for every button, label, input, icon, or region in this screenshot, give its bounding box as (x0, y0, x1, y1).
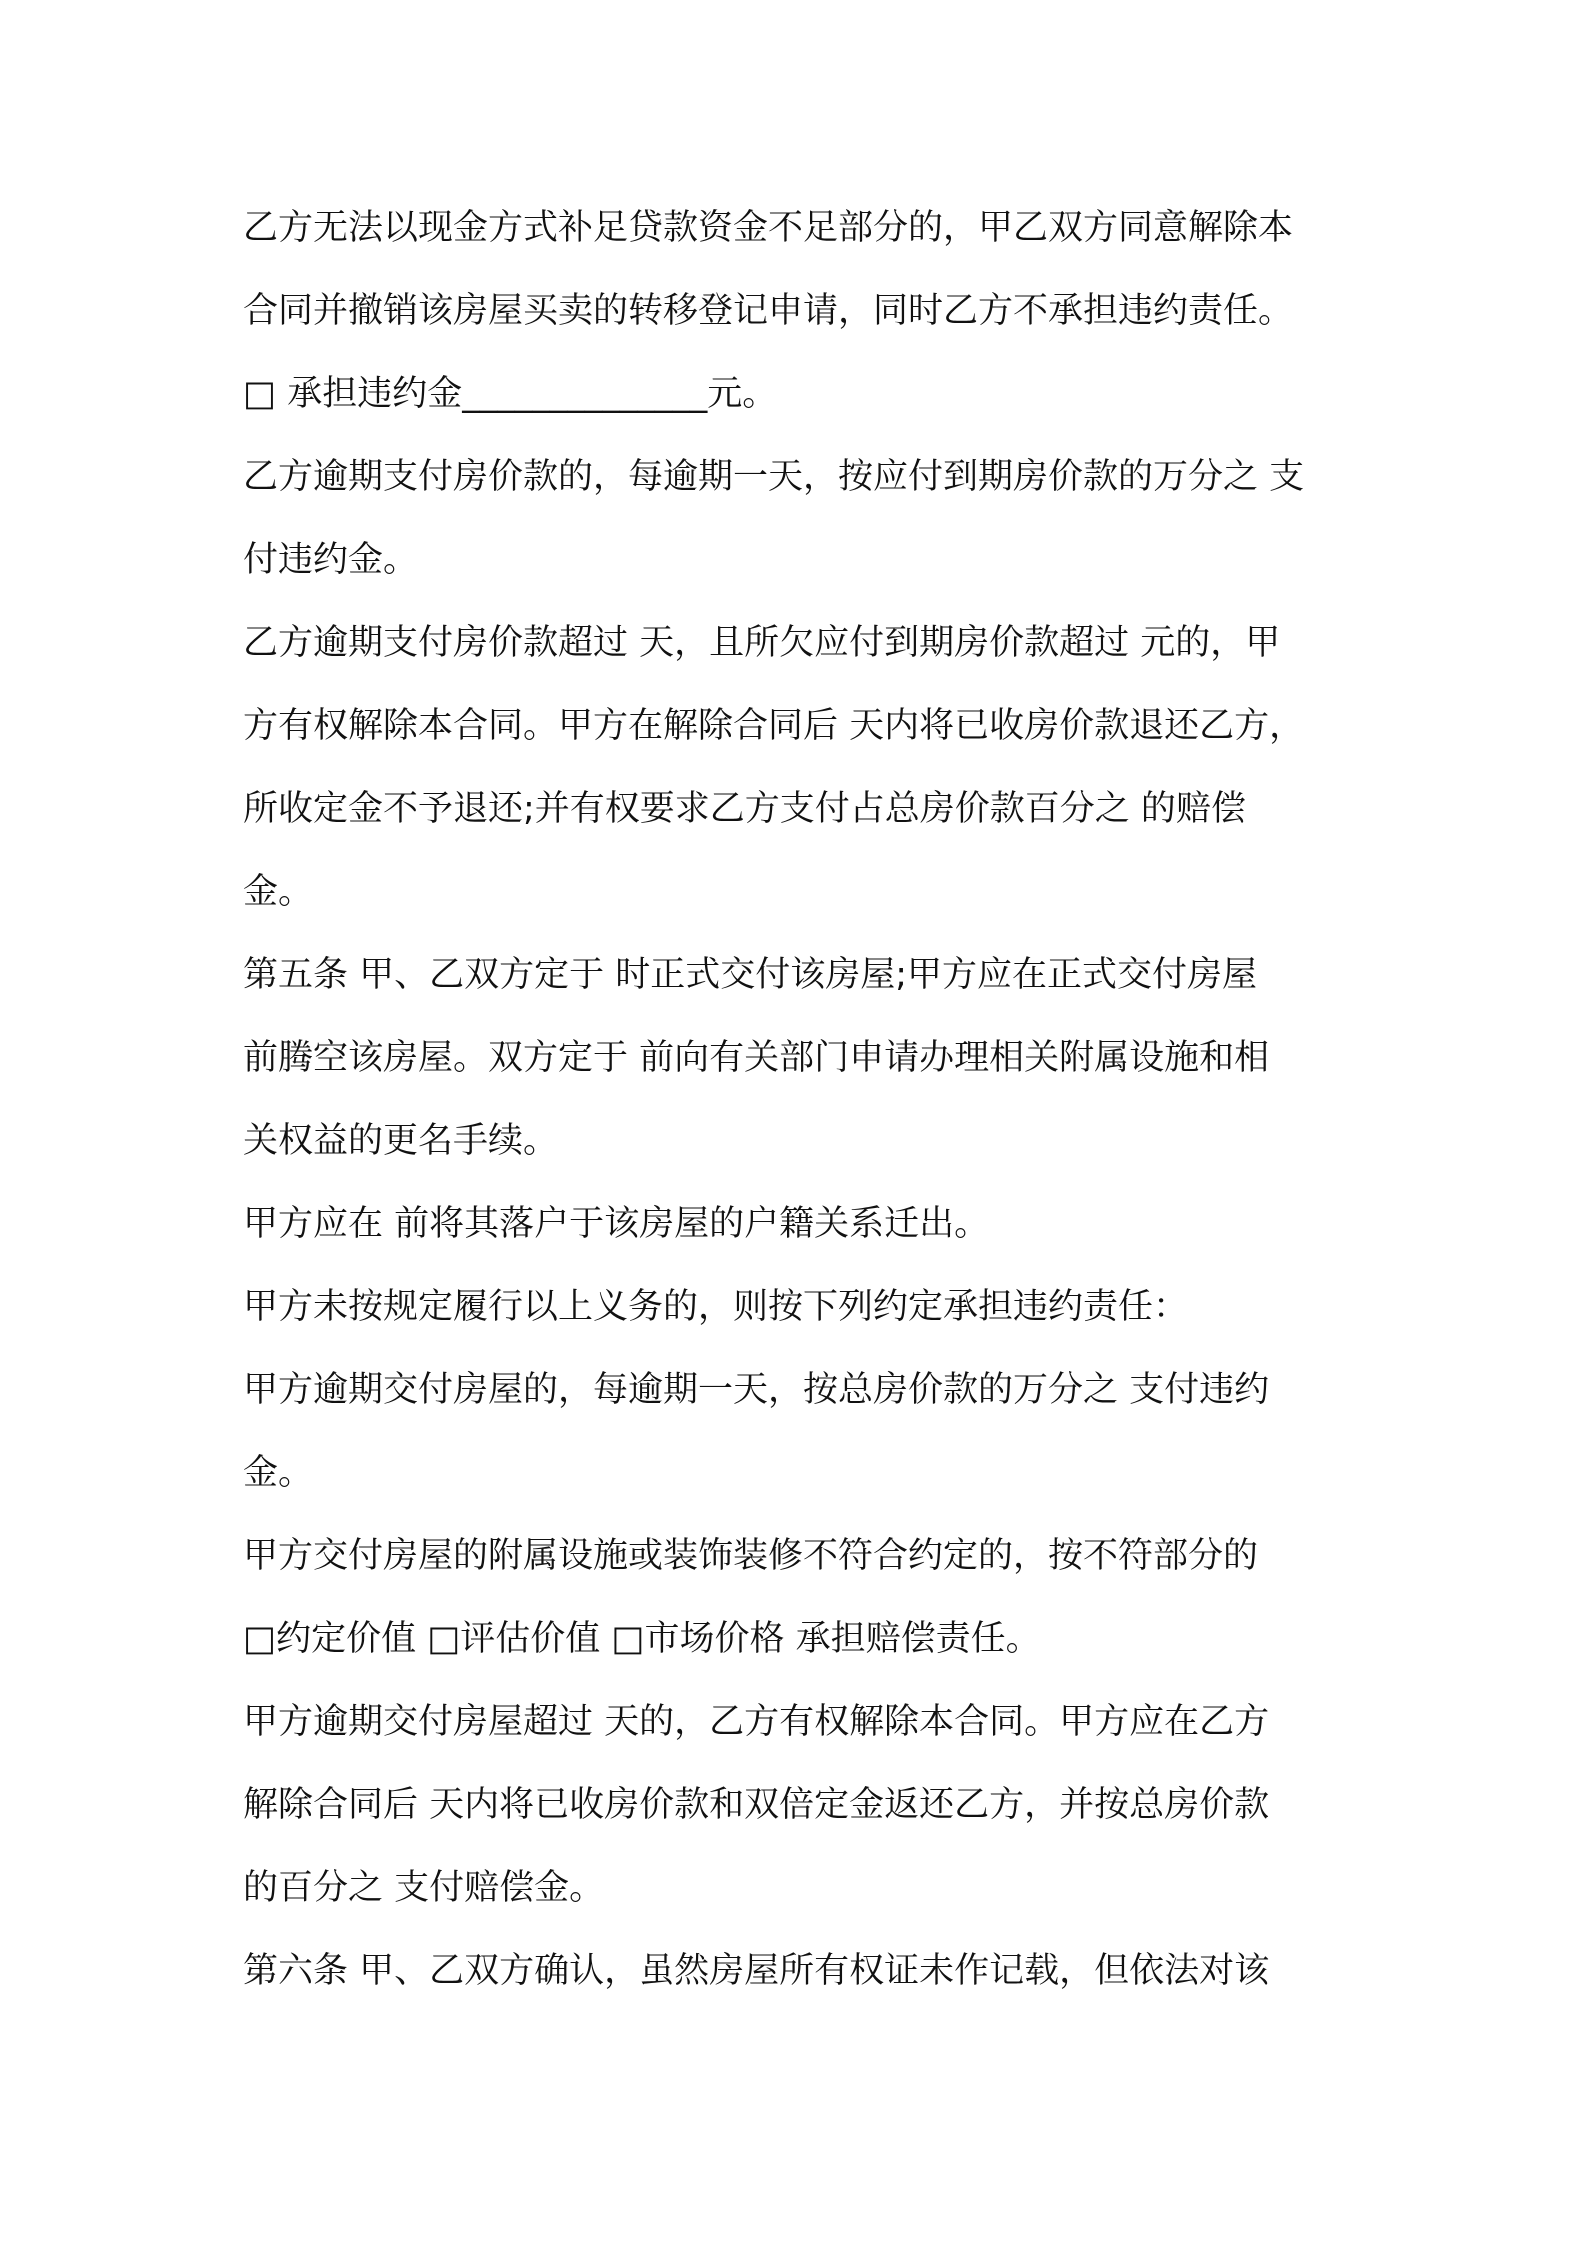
paragraph-line: 甲方逾期交付房屋的，每逾期一天，按总房价款的万分之 支付违约 (243, 1370, 1270, 1410)
article-six-line: 第六条 甲、乙双方确认，虽然房屋所有权证未作记载，但依法对该 (243, 1951, 1270, 1991)
paragraph-line: 乙方逾期支付房价款的，每逾期一天，按应付到期房价款的万分之 支 (243, 457, 1305, 497)
paragraph-line: 方有权解除本合同。甲方在解除合同后 天内将已收房价款退还乙方， (243, 706, 1305, 746)
paragraph-line: 前腾空该房屋。双方定于 前向有关部门申请办理相关附属设施和相 (243, 1038, 1270, 1078)
paragraph-line: 乙方逾期支付房价款超过 天，且所欠应付到期房价款超过 元的，甲 (243, 623, 1281, 663)
paragraph-line: 金。 (243, 872, 314, 912)
article-five-line: 第五条 甲、乙双方定于 时正式交付该房屋;甲方应在正式交付房屋 (243, 955, 1258, 995)
paragraph-line: 甲方未按规定履行以上义务的，则按下列约定承担违约责任： (243, 1287, 1189, 1327)
contract-text (243, 198, 1363, 2024)
penalty-checkbox-line: □ 承担违约金______________元。 (243, 374, 778, 414)
paragraph-line: 付违约金。 (243, 540, 419, 580)
paragraph-line: 乙方无法以现金方式补足贷款资金不足部分的，甲乙双方同意解除本 (243, 208, 1294, 248)
paragraph-line: 甲方应在 前将其落户于该房屋的户籍关系迁出。 (243, 1204, 990, 1244)
paragraph-line: 关权益的更名手续。 (243, 1121, 559, 1161)
paragraph-line: 甲方逾期交付房屋超过 天的，乙方有权解除本合同。甲方应在乙方 (243, 1702, 1270, 1742)
paragraph-line: 甲方交付房屋的附属设施或装饰装修不符合约定的，按不符部分的 (243, 1536, 1259, 1576)
paragraph-line: 金。 (243, 1453, 314, 1493)
paragraph-line: 解除合同后 天内将已收房价款和双倍定金返还乙方，并按总房价款 (243, 1785, 1270, 1825)
paragraph-line: 所收定金不予退还;并有权要求乙方支付占总房价款百分之 的赔偿 (243, 789, 1246, 829)
paragraph-line: 的百分之 支付赔偿金。 (243, 1868, 605, 1908)
paragraph-line: 合同并撤销该房屋买卖的转移登记申请，同时乙方不承担违约责任。 (243, 291, 1294, 331)
valuation-checkbox-line: □约定价值 □评估价值 □市场价格 承担赔偿责任。 (243, 1619, 1041, 1659)
